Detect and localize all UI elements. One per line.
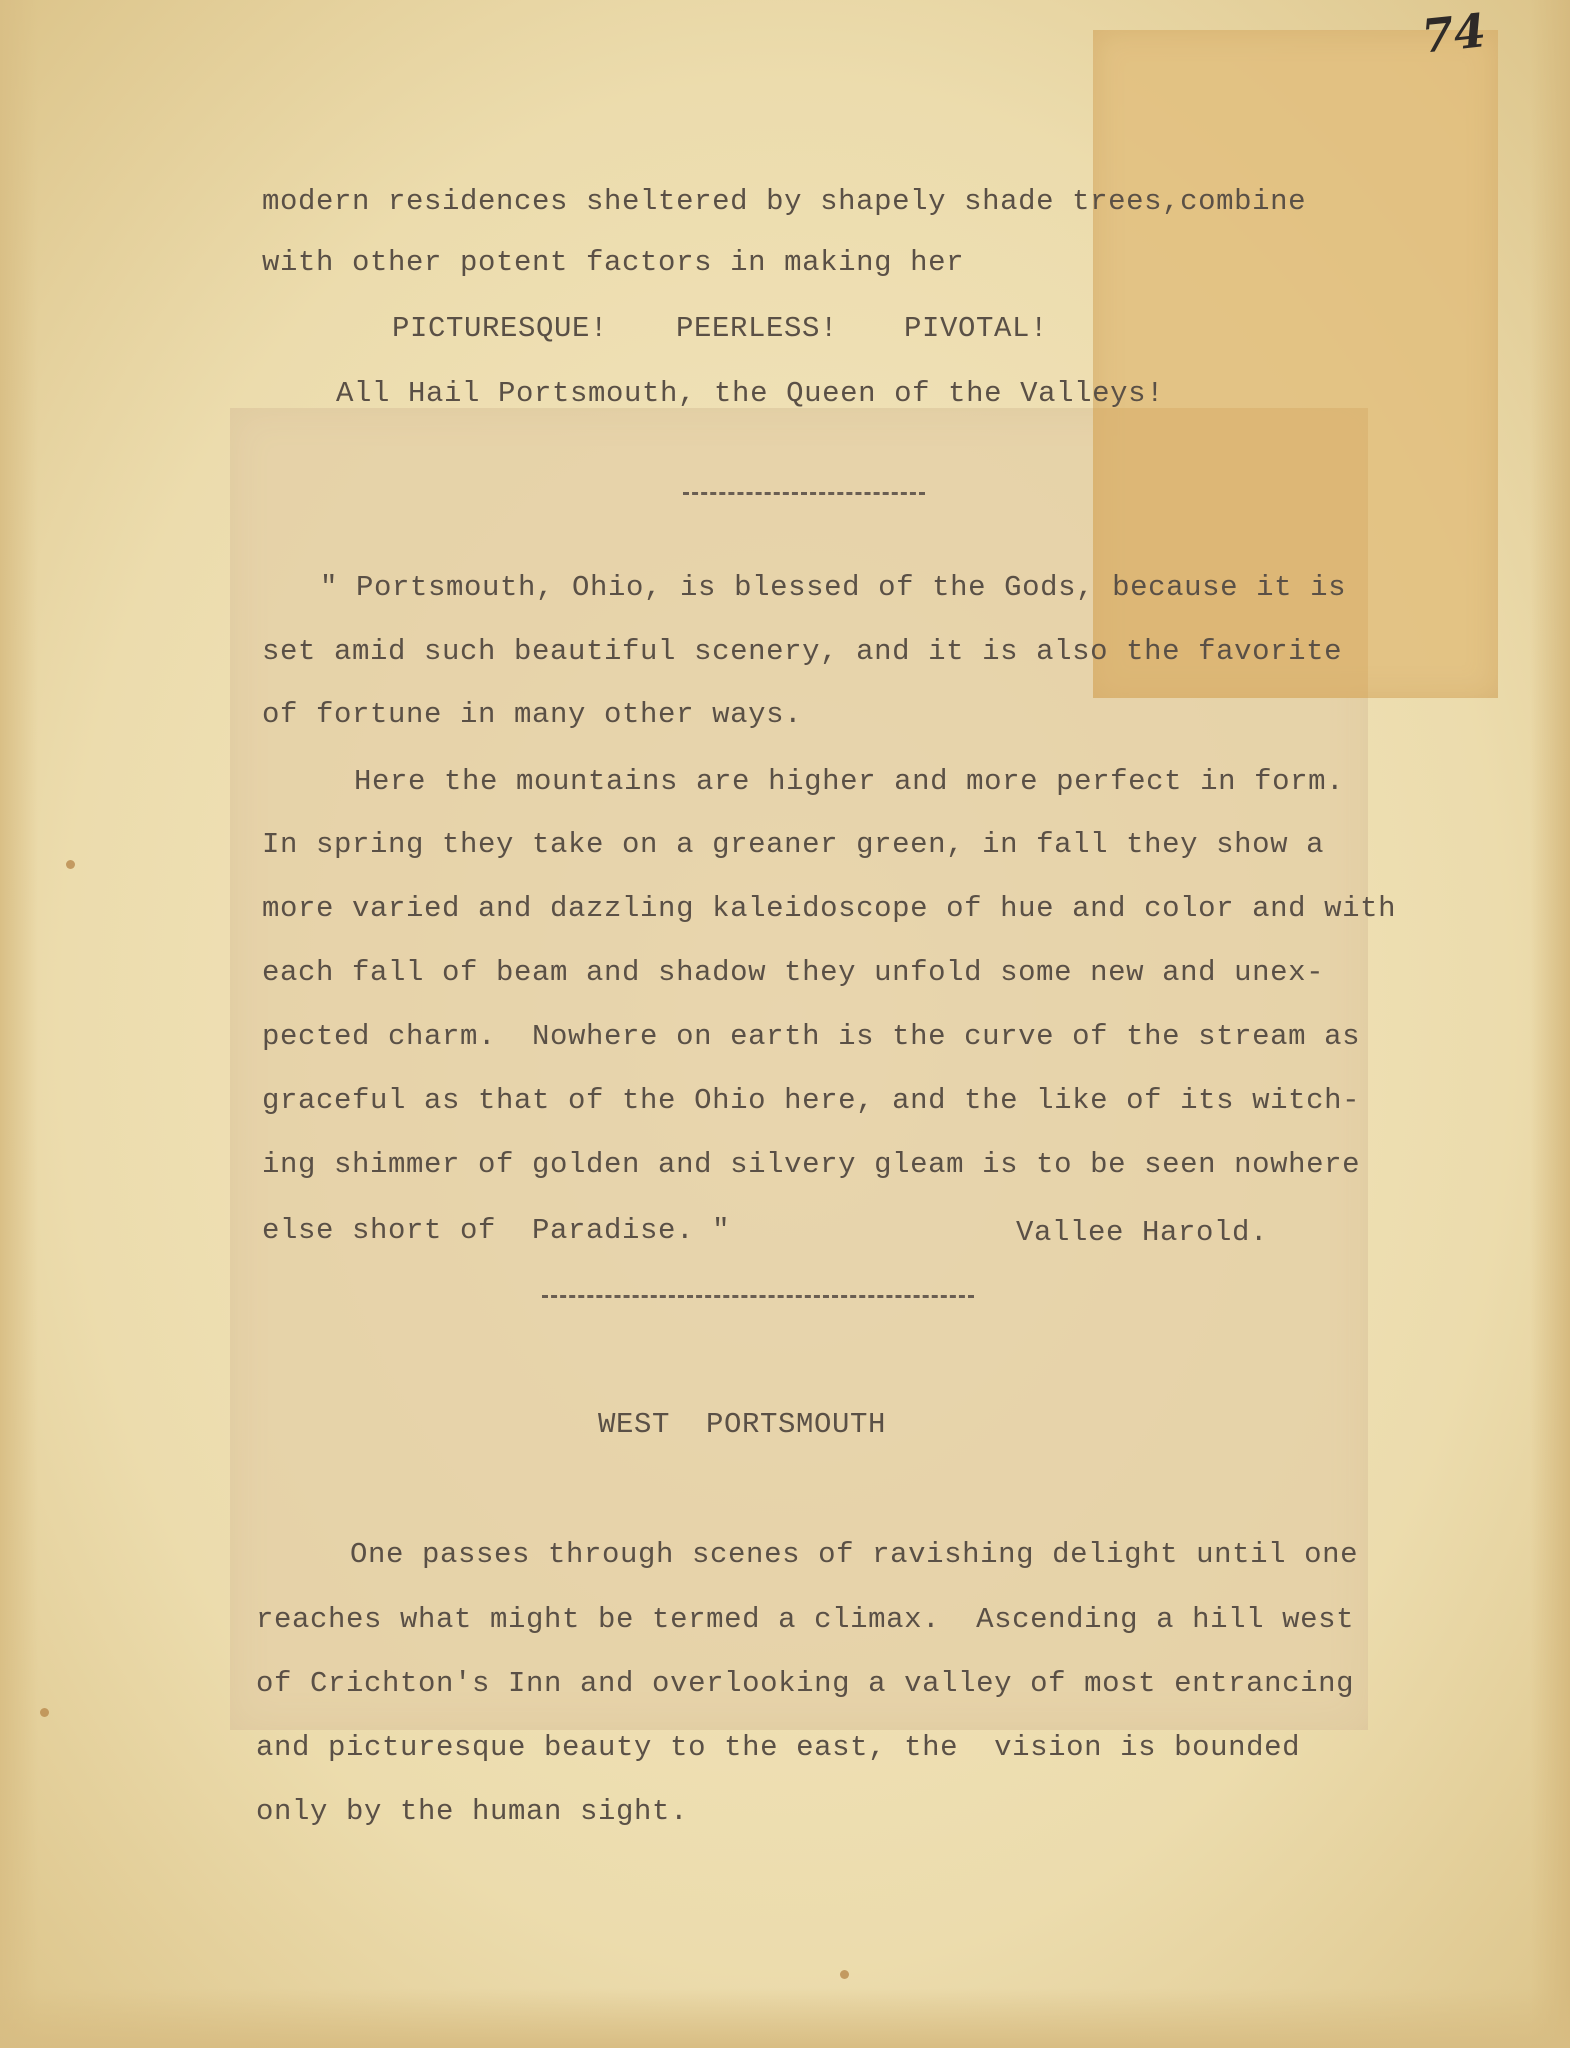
section-line: reaches what might be termed a climax. Ascending a hill west [256,1603,1355,1636]
section-line: and picturesque beauty to the east, the vision is bounded [256,1731,1301,1764]
quote-line: more varied and dazzling kaleidoscope of hue and color and with [262,892,1397,925]
quote-line: In spring they take on a greaner green, in fall they show a [262,828,1325,861]
ink-spot [66,860,75,869]
quote-line: set amid such beautiful scenery, and it is also the favorite [262,635,1343,668]
quote-line: graceful as that of the Ohio here, and the like of its witch- [262,1084,1361,1117]
ink-spot [840,1970,849,1979]
quote-line: " Portsmouth, Ohio, is blessed of the Gods, because it is [320,571,1347,604]
section-line: only by the human sight. [256,1795,689,1828]
paper-edge-left [0,0,38,2048]
section-line: of Crichton's Inn and overlooking a valley of most entrancing [256,1667,1355,1700]
quote-line: Here the mountains are higher and more perfect in form. [354,765,1345,798]
quote-line: each fall of beam and shadow they unfold some new and unex- [262,956,1325,989]
page-number: 74 [1419,3,1489,64]
ink-spot [40,1708,49,1717]
attribution: Vallee Harold. [1016,1216,1269,1249]
paper-edge-bottom [0,1988,1570,2048]
exclamation-word: PEERLESS! [676,312,839,345]
separator-line [683,492,925,495]
quote-line: ing shimmer of golden and silvery gleam is to be seen nowhere [262,1148,1361,1181]
quote-line: of fortune in many other ways. [262,698,803,731]
section-line: One passes through scenes of ravishing delight until one [350,1538,1359,1571]
section-heading: WEST PORTSMOUTH [598,1408,887,1441]
intro-line: with other potent factors in making her [262,246,965,279]
separator-line [542,1295,974,1298]
intro-line: modern residences sheltered by shapely shade trees,combine [262,185,1307,218]
quote-line: else short of Paradise. " [262,1214,731,1247]
exclamation-word: PICTURESQUE! [392,312,609,345]
exclamation-word: PIVOTAL! [904,312,1049,345]
paper-edge-right [1530,0,1570,2048]
quote-line: pected charm. Nowhere on earth is the curve of the stream as [262,1020,1361,1053]
hail-line: All Hail Portsmouth, the Queen of the Valleys! [336,377,1165,410]
